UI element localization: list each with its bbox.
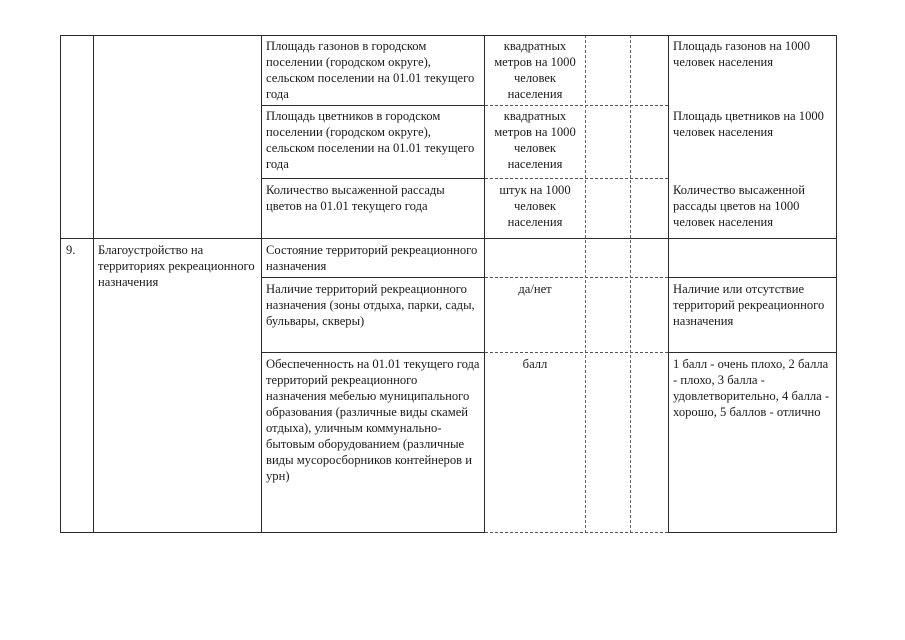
row-border-3-note xyxy=(668,277,836,278)
row-border-2 xyxy=(261,178,485,179)
row-border-bottom xyxy=(60,532,485,533)
col-border-unit xyxy=(585,35,586,533)
row-border-bottom-note xyxy=(668,532,837,533)
row-border-section9 xyxy=(60,238,837,239)
unit-cell: балл xyxy=(522,357,548,371)
col-border-extra xyxy=(630,35,631,533)
note-cell: 1 балл - очень плохо, 2 балла - плохо, 3 балла - удовлетворительно, 4 балла - хорошо, 5 баллов - отлично xyxy=(673,357,830,419)
row-border-3 xyxy=(261,277,485,278)
row-border-bottom-dash xyxy=(485,532,668,533)
note-cell: Площадь газонов на 1000 человек населения xyxy=(673,39,811,69)
col-border-right xyxy=(836,35,837,533)
unit-cell: штук на 1000 человек населения xyxy=(499,183,571,229)
note-cell: Площадь цветников на 1000 человек населения xyxy=(673,109,824,139)
section-number: 9. xyxy=(66,243,76,257)
col-border-title xyxy=(261,35,262,533)
section-title: Благоустройство на территориях рекреационного назначения xyxy=(98,243,255,289)
unit-cell: да/нет xyxy=(518,282,552,296)
row-border-top xyxy=(60,35,837,36)
row-border-4-dash xyxy=(485,352,668,353)
row-border-4-note xyxy=(668,352,836,353)
indicator-cell: Площадь цветников в городском поселении (городском округе), сельском поселении на 01.01 текущего года xyxy=(266,109,475,171)
row-border-4 xyxy=(261,352,485,353)
row-border-3-dash xyxy=(485,277,668,278)
indicator-cell: Обеспеченность на 01.01 текущего года территорий рекреационного назначения мебелью муниципального образования (различные виды скамей отдыха), уличным коммунально-бытовым оборудованием (различные виды мусоросборников контейнеров и урн) xyxy=(266,357,480,483)
indicator-cell: Количество высаженной рассады цветов на 01.01 текущего года xyxy=(266,183,445,213)
col-border-left xyxy=(60,35,61,533)
indicator-cell: Наличие территорий рекреационного назначения (зоны отдыха, парки, сады, бульвары, скверы) xyxy=(266,282,475,328)
indicator-cell: Состояние территорий рекреационного назначения xyxy=(266,243,478,273)
col-border-number xyxy=(93,35,94,533)
col-border-note xyxy=(668,35,669,533)
indicator-cell: Площадь газонов в городском поселении (городском округе), сельском поселении на 01.01 текущего года xyxy=(266,39,475,101)
row-border-1 xyxy=(261,105,485,106)
note-cell: Наличие или отсутствие территорий рекреационного назначения xyxy=(673,282,825,328)
row-border-2-dash xyxy=(485,178,668,179)
col-border-indicator xyxy=(484,35,485,533)
unit-cell: квадратных метров на 1000 человек населения xyxy=(494,109,576,171)
unit-cell: квадратных метров на 1000 человек населения xyxy=(494,39,576,101)
row-border-1-dash xyxy=(485,105,668,106)
note-cell: Количество высаженной рассады цветов на 1000 человек населения xyxy=(673,183,805,229)
